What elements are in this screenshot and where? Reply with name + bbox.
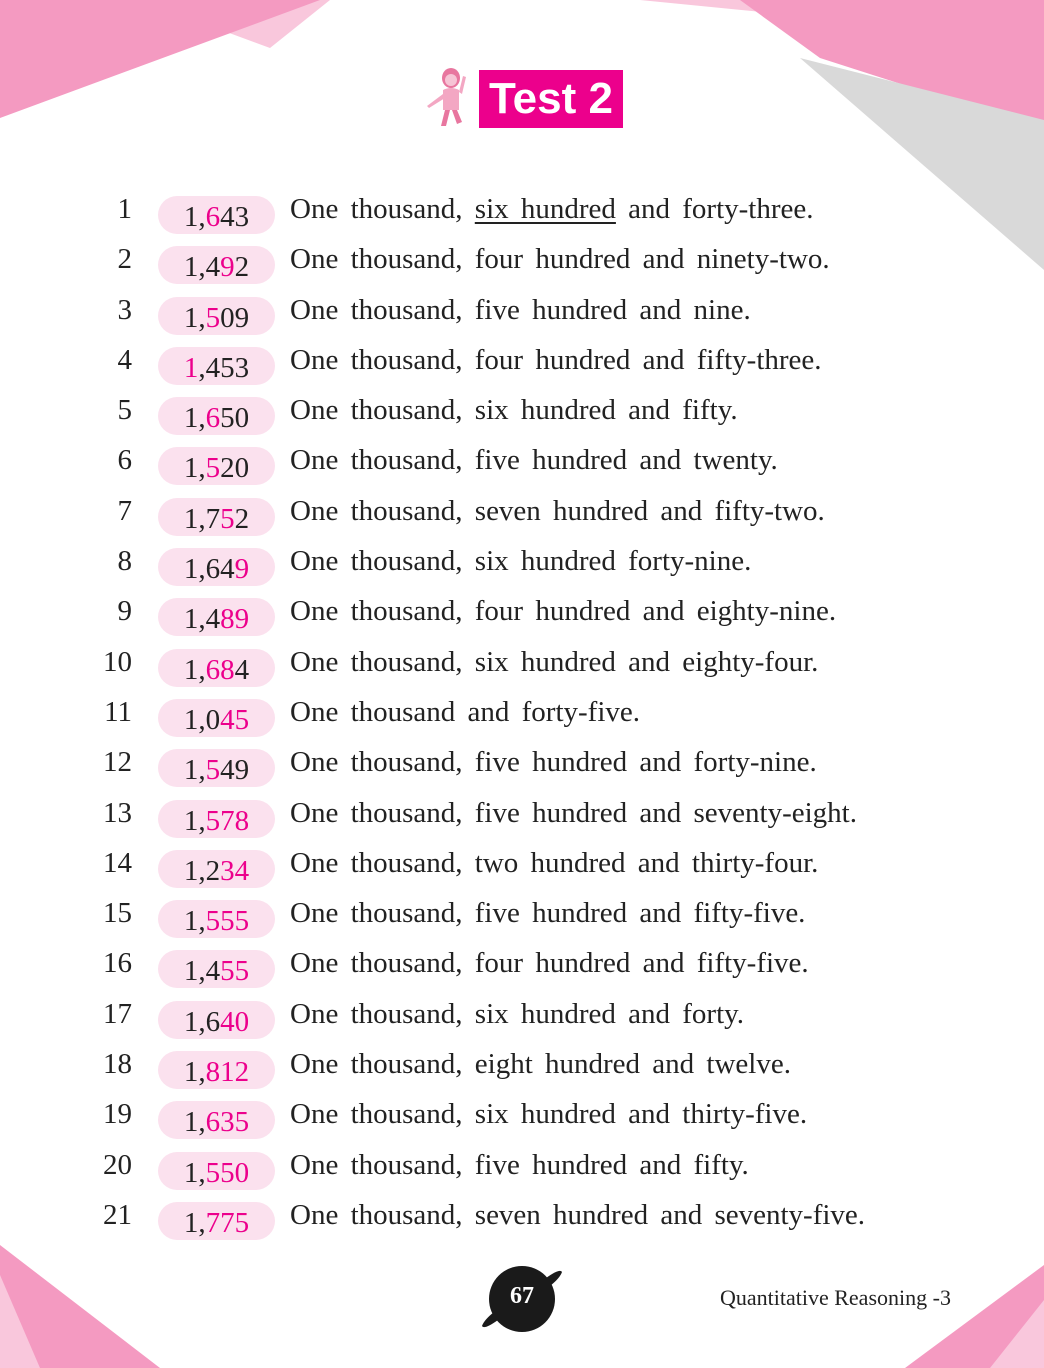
digits-plain: 1,2 xyxy=(183,854,221,887)
question-number: 4 xyxy=(117,343,132,376)
number-in-words xyxy=(290,1046,791,1082)
digits-plain: 1, xyxy=(183,905,206,938)
number-pill xyxy=(158,1051,275,1089)
question-number: 15 xyxy=(103,897,132,930)
digits-highlight: 34 xyxy=(220,854,250,887)
answer-row xyxy=(0,540,1044,590)
digits-plain: 1,6 xyxy=(183,1005,221,1038)
number-in-words xyxy=(290,945,809,981)
words-text: One thousand, eight hundred and twelve. xyxy=(290,1048,791,1081)
words-text: One thousand, four hundred and fifty-three. xyxy=(290,343,822,376)
number-pill xyxy=(158,397,275,435)
digits-highlight: 1 xyxy=(183,351,199,384)
number-in-words xyxy=(290,543,751,579)
digits-highlight: 5 xyxy=(220,502,235,535)
words-text: One thousand, four hundred and ninety-two. xyxy=(290,243,830,276)
digits-highlight: 635 xyxy=(205,1106,250,1139)
number-in-words xyxy=(290,644,818,680)
digits-highlight: 550 xyxy=(205,1156,250,1189)
book-title: Quantitative Reasoning -3 xyxy=(720,1285,951,1310)
words-text: One thousand, two hundred and thirty-four. xyxy=(290,846,819,879)
number-in-words xyxy=(290,292,751,328)
answer-row xyxy=(0,1144,1044,1194)
words-text: One thousand, five hundred and nine. xyxy=(290,293,751,326)
words-text: One thousand, four hundred and fifty-five. xyxy=(290,947,809,980)
question-number: 19 xyxy=(103,1098,132,1131)
question-number: 21 xyxy=(103,1198,132,1231)
number-pill xyxy=(158,850,275,888)
question-number: 14 xyxy=(103,846,132,879)
digits-plain: 1,64 xyxy=(183,553,235,586)
words-text: One thousand, five hundred and forty-nine. xyxy=(290,746,817,779)
number-pill xyxy=(158,900,275,938)
digits-highlight: 9 xyxy=(220,251,235,284)
digits-highlight: 578 xyxy=(205,804,250,837)
answer-row xyxy=(0,339,1044,389)
digits-plain: 1,7 xyxy=(183,502,221,535)
number-pill xyxy=(158,749,275,787)
number-in-words xyxy=(290,1197,865,1233)
answer-row xyxy=(0,238,1044,288)
number-pill xyxy=(158,800,275,838)
answer-row xyxy=(0,1194,1044,1244)
question-number: 17 xyxy=(103,997,132,1030)
digits-plain: 1, xyxy=(183,301,206,334)
number-pill xyxy=(158,347,275,385)
digits-highlight: 6 xyxy=(205,402,221,435)
digits-highlight: 40 xyxy=(220,1005,250,1038)
answer-row xyxy=(0,691,1044,741)
question-number: 1 xyxy=(117,193,132,225)
answer-row xyxy=(0,993,1044,1043)
answer-row xyxy=(0,188,1044,238)
digits-highlight: 812 xyxy=(205,1056,250,1089)
words-text: One thousand, five hundred and fifty-five. xyxy=(290,897,806,930)
digits-highlight: 6 xyxy=(205,201,221,233)
words-text: One thousand, five hundred and fifty. xyxy=(290,1148,749,1181)
number-pill xyxy=(158,1152,275,1190)
question-number: 5 xyxy=(117,394,132,427)
answer-list xyxy=(0,188,1044,1244)
digits-plain: 4 xyxy=(234,653,250,686)
number-in-words xyxy=(290,191,814,227)
words-underlined: six hundred xyxy=(474,193,616,225)
number-pill xyxy=(158,447,275,485)
digits-plain: 09 xyxy=(220,301,250,334)
digits-plain: 1, xyxy=(183,1206,206,1239)
digits-highlight: 9 xyxy=(234,553,250,586)
answer-row xyxy=(0,942,1044,992)
digits-plain: ,453 xyxy=(198,351,250,384)
number-in-words xyxy=(290,996,744,1032)
words-text: One thousand, xyxy=(290,193,475,225)
answer-row xyxy=(0,590,1044,640)
number-pill xyxy=(158,1101,275,1139)
number-in-words xyxy=(290,442,778,478)
digits-plain: 1, xyxy=(183,402,206,435)
girl-character-icon xyxy=(421,66,473,132)
number-in-words xyxy=(290,493,825,529)
page-header xyxy=(0,66,1044,132)
number-pill xyxy=(158,699,275,737)
number-in-words xyxy=(290,593,836,629)
number-pill xyxy=(158,950,275,988)
words-text: One thousand and forty-five. xyxy=(290,695,641,728)
words-text: One thousand, five hundred and seventy-eight. xyxy=(290,796,857,829)
number-in-words xyxy=(290,342,822,378)
page-number: 67 xyxy=(510,1283,534,1309)
words-text: One thousand, six hundred and forty. xyxy=(290,997,745,1030)
answer-row xyxy=(0,289,1044,339)
answer-row xyxy=(0,1093,1044,1143)
question-number: 12 xyxy=(103,746,132,779)
digits-plain: 1,0 xyxy=(183,703,221,736)
number-in-words xyxy=(290,895,805,931)
digits-plain: 2 xyxy=(234,251,250,284)
words-text: One thousand, six hundred and eighty-four. xyxy=(290,645,819,678)
digits-plain: 1, xyxy=(183,201,206,233)
number-pill xyxy=(158,649,275,687)
number-pill xyxy=(158,1202,275,1240)
number-in-words xyxy=(290,241,830,277)
number-in-words xyxy=(290,1147,749,1183)
question-number: 10 xyxy=(103,645,132,678)
number-pill xyxy=(158,598,275,636)
question-number: 3 xyxy=(117,293,132,326)
number-in-words xyxy=(290,744,817,780)
question-number: 16 xyxy=(103,947,132,980)
question-number: 7 xyxy=(117,494,132,527)
digits-plain: 49 xyxy=(220,754,250,787)
digits-plain: 1,4 xyxy=(183,251,221,284)
words-text: One thousand, six hundred and thirty-five. xyxy=(290,1098,808,1131)
number-pill xyxy=(158,548,275,586)
words-text: One thousand, seven hundred and seventy-five. xyxy=(290,1198,866,1231)
answer-row xyxy=(0,439,1044,489)
number-in-words xyxy=(290,845,818,881)
answer-row xyxy=(0,1043,1044,1093)
question-number: 11 xyxy=(104,695,132,728)
digits-highlight: 89 xyxy=(220,603,250,636)
answer-row xyxy=(0,892,1044,942)
words-text: One thousand, seven hundred and fifty-two. xyxy=(290,494,825,527)
digits-highlight: 45 xyxy=(220,703,250,736)
number-in-words xyxy=(290,694,640,730)
digits-plain: 50 xyxy=(220,402,250,435)
words-text: One thousand, six hundred and fifty. xyxy=(290,394,738,427)
words-text: One thousand, four hundred and eighty-nine. xyxy=(290,595,837,628)
answer-row xyxy=(0,389,1044,439)
digits-plain: 20 xyxy=(220,452,250,485)
digits-plain: 2 xyxy=(234,502,250,535)
question-number: 18 xyxy=(103,1048,132,1081)
digits-plain: 1, xyxy=(183,452,206,485)
digits-highlight: 55 xyxy=(220,955,250,988)
number-in-words xyxy=(290,795,857,831)
digits-plain: 1, xyxy=(183,754,206,787)
digits-highlight: 5 xyxy=(205,301,221,334)
digits-highlight: 5 xyxy=(205,754,221,787)
digits-highlight: 555 xyxy=(205,905,250,938)
answer-row xyxy=(0,792,1044,842)
digits-plain: 1, xyxy=(183,804,206,837)
question-number: 20 xyxy=(103,1148,132,1181)
digits-plain: 1, xyxy=(183,653,206,686)
digits-plain: 43 xyxy=(220,201,250,233)
answer-row xyxy=(0,741,1044,791)
digits-plain: 1,4 xyxy=(183,603,221,636)
number-pill xyxy=(158,498,275,536)
words-text: One thousand, five hundred and twenty. xyxy=(290,444,778,477)
question-number: 9 xyxy=(117,595,132,628)
number-in-words xyxy=(290,392,738,428)
number-pill xyxy=(158,196,275,234)
digits-highlight: 68 xyxy=(205,653,235,686)
digits-plain: 1, xyxy=(183,1056,206,1089)
digits-plain: 1, xyxy=(183,1106,206,1139)
question-number: 6 xyxy=(117,444,132,477)
question-number: 13 xyxy=(103,796,132,829)
number-pill xyxy=(158,246,275,284)
answer-row xyxy=(0,641,1044,691)
words-text: and forty-three. xyxy=(615,193,814,225)
number-pill xyxy=(158,1001,275,1039)
digits-plain: 1,4 xyxy=(183,955,221,988)
page-title: Test 2 xyxy=(479,70,623,128)
answer-row xyxy=(0,490,1044,540)
digits-highlight: 5 xyxy=(205,452,221,485)
answer-row xyxy=(0,842,1044,892)
question-number: 2 xyxy=(117,243,132,276)
words-text: One thousand, six hundred forty-nine. xyxy=(290,545,752,578)
number-pill xyxy=(158,297,275,335)
question-number: 8 xyxy=(117,545,132,578)
digits-highlight: 775 xyxy=(205,1206,250,1239)
digits-plain: 1, xyxy=(183,1156,206,1189)
number-in-words xyxy=(290,1096,807,1132)
